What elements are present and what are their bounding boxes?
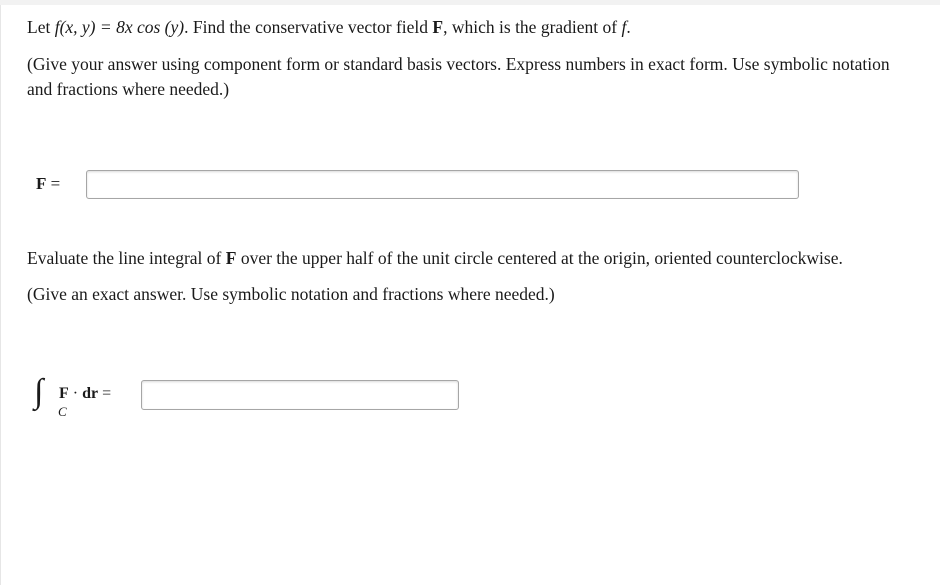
prompt-mid2: , which is the gradient of (443, 17, 622, 37)
question2-instructions: (Give an exact answer. Use symbolic notation and fractions where needed.) (27, 284, 555, 304)
integrand-differential: dr (82, 385, 99, 402)
answer1-field-symbol: F (36, 174, 47, 193)
prompt-prefix: Let (27, 17, 55, 37)
vector-field-symbol: F (432, 17, 444, 37)
question1-instructions-line2: and fractions where needed.) (27, 79, 230, 99)
function-symbol: f (621, 17, 627, 37)
prompt-mid: . Find the conservative vector field (184, 17, 433, 37)
answer1-label (36, 173, 60, 195)
prompt-end: . (626, 17, 631, 37)
answer1-equals: = (50, 174, 61, 193)
left-border (0, 5, 1, 585)
question1-instructions-line1: (Give your answer using component form or standard basis vectors. Express numbers in exact form. Use symbolic notation (27, 54, 890, 74)
integral-symbol: ∫ (34, 373, 44, 410)
question2-prompt (27, 246, 843, 271)
integrand-dot: · (68, 385, 83, 402)
q2-prompt-prefix: Evaluate the line integral of (27, 248, 226, 268)
function-definition: f(x, y) = 8x cos (y) (54, 17, 185, 37)
integrand-field: F (59, 385, 69, 402)
integral-subscript: C (58, 404, 67, 419)
q2-prompt-rest: over the upper half of the unit circle centered at the origin, oriented counterclockwise. (236, 248, 843, 268)
line-integral-answer-input[interactable] (141, 380, 459, 410)
integrand-equals: = (98, 385, 112, 402)
top-strip (0, 0, 940, 5)
q2-vector-field-symbol: F (225, 248, 237, 268)
integrand (59, 383, 111, 405)
question1-prompt (27, 15, 631, 40)
vector-field-answer-input[interactable] (86, 170, 799, 199)
